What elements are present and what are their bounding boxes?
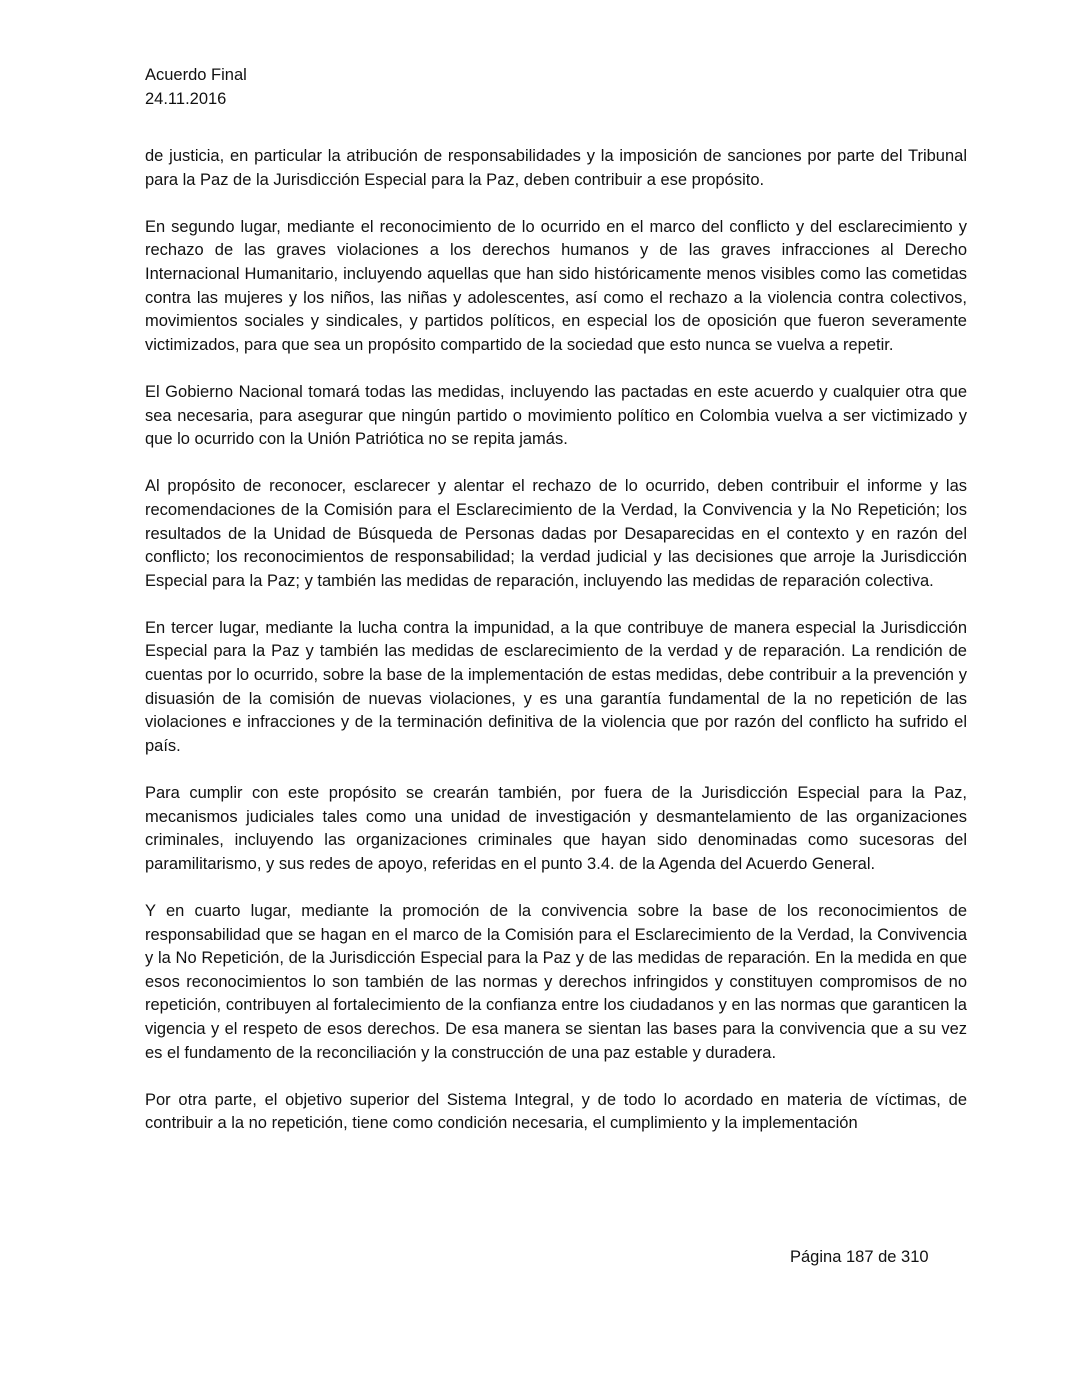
document-header [145,63,247,111]
paragraph: Para cumplir con este propósito se crearán también, por fuera de la Jurisdicción Especial para la Paz, mecanismos judiciales tales como una unidad de investigación y desmantelamiento de las organizaciones criminales, incluyendo las organizaciones criminales que hayan sido denominadas como sucesoras del paramilitarismo, y sus redes de apoyo, referidas en el punto 3.4. de la Agenda del Acuerdo General. [145,784,967,873]
paragraph: de justicia, en particular la atribución de responsabilidades y la imposición de sanciones por parte del Tribunal para la Paz de la Jurisdicción Especial para la Paz, deben contribuir a ese propósito. [145,147,967,189]
paragraph-continued: Por otra parte, el objetivo superior del Sistema Integral, y de todo lo acordado en materia de víctimas, de contribuir a la no repetición, tiene como condición necesaria, el cumplimiento y la implementación [145,1090,967,1133]
paragraph: Al propósito de reconocer, esclarecer y alentar el rechazo de lo ocurrido, deben contribuir el informe y las recomendaciones de la Comisión para el Esclarecimiento de la Verdad, la Convivencia y la No Repetición; los resultados de la Unidad de Búsqueda de Personas dadas por Desaparecidas en el contexto y en razón del conflicto; los reconocimientos de responsabilidad; la verdad judicial y las decisiones que arroje la Jurisdicción Especial para la Paz; y también las medidas de reparación, incluyendo las medidas de reparación colectiva. [145,477,967,590]
paragraph: En tercer lugar, mediante la lucha contra la impunidad, a la que contribuye de manera especial la Jurisdicción Especial para la Paz y también las medidas de esclarecimiento de la verdad y de reparación. La rendición de cuentas por lo ocurrido, sobre la base de la implementación de estas medidas, debe contribuir a la prevención y disuasión de la comisión de nuevas violaciones, y es una garantía fundamental de la no repetición de las violaciones e infracciones y de la terminación definitiva de la violencia que por razón del conflicto ha sufrido el país. [145,618,967,755]
paragraph: El Gobierno Nacional tomará todas las medidas, incluyendo las pactadas en este acuerdo y cualquier otra que sea necesaria, para asegurar que ningún partido o movimiento político en Colombia vuelva a ser victimizado y que lo ocurrido con la Unión Patriótica no se repita jamás. [145,382,967,449]
document-date: 24.11.2016 [145,90,227,108]
paragraph: Y en cuarto lugar, mediante la promoción de la convivencia sobre la base de los reconocimientos de responsabilidad que se hagan en el marco de la Comisión para el Esclarecimiento de la Verdad, la Convivencia y la No Repetición, de la Jurisdicción Especial para la Paz y de las medidas de reparación. En la medida en que esos reconocimientos lo son también de las normas y derechos infringidos y constituyen compromisos de no repetición, contribuyen al fortalecimiento de la confianza entre los ciudadanos y en las normas que garanticen la vigencia y el respeto de esos derechos. De esa manera se sientan las bases para la convivencia que a su vez es el fundamento de la reconciliación y la construcción de una paz estable y duradera. [145,902,967,1062]
document-body [145,145,967,1136]
document-title: Acuerdo Final [145,66,247,84]
paragraph: En segundo lugar, mediante el reconocimiento de lo ocurrido en el marco del conflicto y del esclarecimiento y rechazo de las graves violaciones a los derechos humanos y de las graves infracciones al Derecho Internacional Humanitario, incluyendo aquellas que han sido históricamente menos visibles como las cometidas contra las mujeres y los niños, las niñas y adolescentes, así como el rechazo a la violencia contra colectivos, movimientos sociales y sindicales, y partidos políticos, en especial los de oposición que fueron severamente victimizados, para que sea un propósito compartido de la sociedad que esto nunca se vuelva a repetir. [145,217,967,354]
page-number: Página 187 de 310 [790,1248,929,1266]
